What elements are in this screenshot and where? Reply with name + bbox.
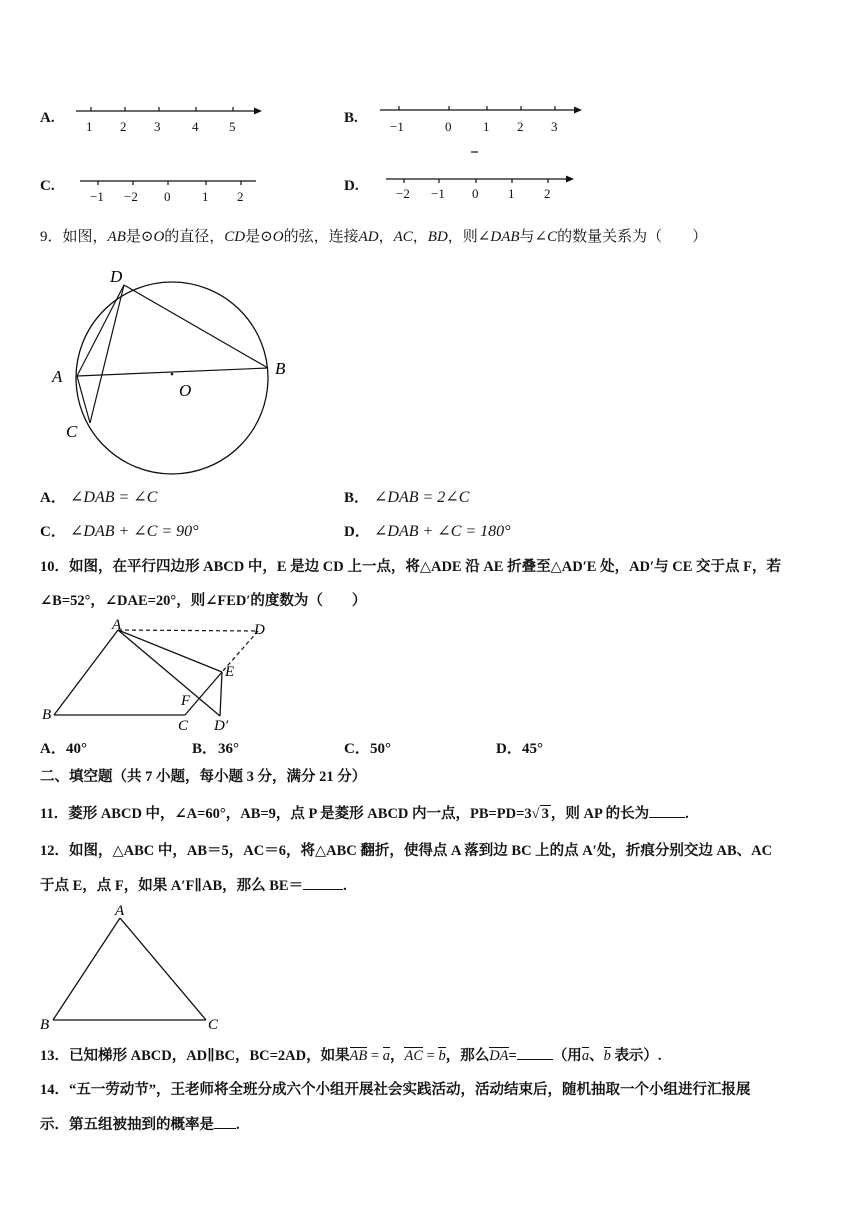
q10-label-b: B [42, 707, 52, 723]
q9-var: AB [107, 229, 126, 245]
q9-option-b-expr: ∠DAB = 2∠C [374, 489, 470, 506]
q10-label-f: F [181, 693, 191, 709]
q8-d-tick: −2 [396, 186, 410, 201]
q9-var: O [272, 229, 284, 245]
q9-var: AD [358, 229, 379, 245]
q9-text: 的弦，连接 [283, 229, 359, 245]
q14-line1: 14．“五一劳动节”，王老师将全班分成六个小组开展社会实践活动，活动结束后，随机抽取一个小组进行汇报展 [40, 1082, 751, 1098]
q9-number: 9． [40, 229, 63, 245]
q12-triangle-figure [40, 900, 240, 1040]
q8-c-tick: 1 [202, 189, 209, 204]
q13-vector: a [581, 1048, 590, 1064]
q9-label-o: O [179, 381, 192, 400]
q10-option-b-letter: B． [192, 741, 218, 757]
q10-option-c-letter: C． [344, 741, 370, 757]
q10-option-c-value: 50° [370, 741, 391, 757]
q9-option-a-letter: A． [40, 490, 66, 506]
q13-vector: DA [489, 1048, 509, 1064]
q10-option-d-value: 45° [522, 741, 543, 757]
q9-label-d: D [110, 267, 123, 286]
q8-a-tick: 4 [192, 119, 199, 134]
q9-option-a-expr: ∠DAB = ∠C [70, 489, 158, 506]
q13-text: = [367, 1048, 383, 1064]
q9-text: 如图， [62, 229, 108, 245]
q13-text: 13．已知梯形 ABCD，AD∥BC，BC=2AD，如果 [40, 1048, 350, 1064]
q8-d-tick: 1 [508, 186, 515, 201]
q9-var: AC [393, 229, 413, 245]
q9-text: 与∠ [519, 229, 548, 245]
q8-a-tick: 1 [86, 119, 93, 134]
q11-answer-blank[interactable] [649, 803, 685, 818]
q10-line2: ∠B=52°，∠DAE=20°，则∠FED′的度数为（ ） [40, 593, 367, 609]
q9-var: O [153, 229, 165, 245]
q12-text: . [343, 878, 347, 894]
q13-text: （用 [552, 1048, 582, 1064]
q8-c-tick: 0 [164, 189, 171, 204]
section-title: 二、填空题（共 7 小题，每小题 3 分，满分 21 分） [40, 769, 367, 785]
q12-text: 于点 E，点 F，如果 A′F∥AB，那么 BE＝ [40, 878, 304, 894]
q9-label-c: C [66, 422, 78, 441]
q9-stem [40, 227, 707, 247]
q8-option-c-letter: C. [40, 178, 55, 194]
q8-option-b-letter: B. [344, 110, 358, 126]
q12-label-b: B [40, 1017, 50, 1033]
q9-label-b: B [275, 359, 286, 378]
q9-var: CD [224, 229, 246, 245]
q10-label-dprime: D′ [214, 718, 229, 734]
q14-text: . [236, 1117, 240, 1133]
q12-answer-blank[interactable] [303, 875, 343, 890]
q8-d-tick: 2 [544, 186, 551, 201]
q11-stem: 11．菱形 ABCD 中，∠A=60°，AB=9，点 P 是菱形 ABCD 内一点，PB=PD=3√ 3 ，则 AP 的长为 . [40, 803, 689, 824]
q9-var: BD [427, 229, 448, 245]
q8-d-tick: −1 [431, 186, 445, 201]
q13-text: ， [389, 1048, 405, 1064]
q12-label-c: C [208, 1017, 219, 1033]
q13-vector: AC [404, 1048, 424, 1064]
q8-a-tick: 2 [120, 119, 127, 134]
q9-text: 是⊙ [125, 229, 154, 245]
q10-option-d-letter: D． [496, 741, 522, 757]
q13-vector: AB [349, 1048, 368, 1064]
q8-c-tick: −1 [90, 189, 104, 204]
q14-text: 示．第五组被抽到的概率是 [40, 1117, 214, 1133]
q11-text: ，则 AP 的长为 [550, 806, 650, 822]
q8-b-tick: −1 [390, 119, 404, 134]
q9-option-b-letter: B． [344, 490, 370, 506]
q8-b-tick: 1 [483, 119, 490, 134]
q13-text: = [423, 1048, 439, 1064]
q10-label-c: C [178, 718, 189, 734]
q8-b-tick: 0 [445, 119, 452, 134]
q8-d-tick: 0 [472, 186, 479, 201]
q8-b-tick: 3 [551, 119, 558, 134]
q13-text: 、 [589, 1048, 604, 1064]
q8-option-a-number-line [74, 104, 264, 140]
q13-vector: a [382, 1048, 390, 1064]
q12-label-a: A [115, 903, 125, 919]
q8-option-d-letter: D. [344, 178, 359, 194]
q9-text: ， [378, 229, 394, 245]
q12-line2 [40, 875, 347, 896]
q9-label-a: A [52, 367, 63, 386]
q13-text: = [508, 1048, 517, 1064]
q8-c-tick: 2 [237, 189, 244, 204]
q8-a-tick: 3 [154, 119, 161, 134]
q14-line2 [40, 1114, 240, 1135]
q10-label-a: A [112, 617, 122, 633]
q10-parallelogram-figure [40, 618, 280, 738]
q11-text: 11．菱形 ABCD 中，∠A=60°，AB=9，点 P 是菱形 ABCD 内一点，PB=PD=3 [40, 806, 532, 822]
q8-b-tick: 2 [517, 119, 524, 134]
q13-vector: b [438, 1048, 446, 1064]
q14-answer-blank[interactable] [214, 1114, 236, 1129]
q13-vector: b [603, 1048, 611, 1064]
q13-answer-blank[interactable] [517, 1045, 553, 1060]
q13-text: 表示）. [610, 1048, 662, 1064]
q9-text: ， [412, 229, 428, 245]
q9-option-d-letter: D． [344, 524, 370, 540]
q9-option-c-expr: ∠DAB + ∠C = 90° [70, 523, 199, 540]
q10-label-e: E [225, 664, 235, 680]
q9-text: 的数量关系为（ ） [557, 229, 708, 245]
q10-option-a-letter: A． [40, 741, 66, 757]
q8-option-d-number-line [384, 172, 584, 186]
q13-stem [40, 1045, 662, 1066]
q9-text: ，则∠ [447, 229, 491, 245]
q8-a-tick: 5 [229, 119, 236, 134]
q10-option-a-value: 40° [66, 741, 87, 757]
q8-c-tick: −2 [124, 189, 138, 204]
q10-line1: 10．如图，在平行四边形 ABCD 中，E 是边 CD 上一点，将△ADE 沿 AE 折叠至△AD′E 处，AD′与 CE 交于点 F，若 [40, 559, 781, 575]
q9-circle-figure [40, 258, 300, 483]
q9-var: DAB [490, 229, 520, 245]
q11-sqrt-radicand: 3 [541, 806, 549, 822]
q12-line1: 12．如图，△ABC 中，AB＝5，AC＝6，将△ABC 翻折，使得点 A 落到边 BC 上的点 A′处，折痕分别交边 AB、AC [40, 843, 773, 859]
q13-text: ，那么 [445, 1048, 490, 1064]
q9-text: 是⊙ [245, 229, 273, 245]
q9-text: 的直径， [164, 229, 225, 245]
q9-var: C [547, 229, 558, 245]
q10-option-b-value: 36° [218, 741, 239, 757]
q10-label-d: D [254, 622, 265, 638]
q11-text: . [685, 806, 689, 822]
q9-option-d-expr: ∠DAB + ∠C = 180° [374, 523, 511, 540]
q9-option-c-letter: C． [40, 524, 66, 540]
q8-option-a-letter: A. [40, 110, 55, 126]
